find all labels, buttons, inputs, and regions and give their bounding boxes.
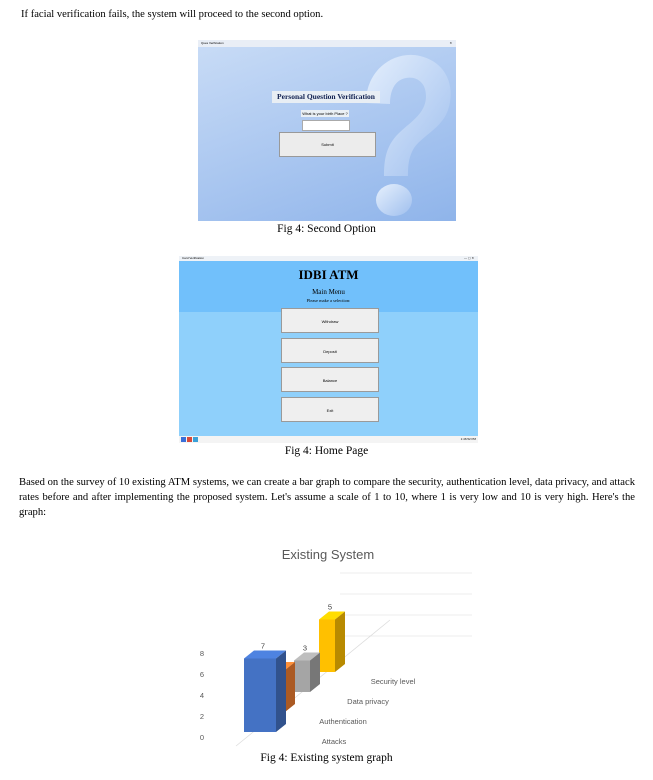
category-label: Attacks	[321, 737, 347, 746]
answer-input[interactable]	[302, 120, 350, 131]
existing-system-chart	[190, 540, 480, 752]
start-icon[interactable]	[181, 437, 186, 442]
window-titlebar	[198, 40, 456, 47]
balance-button[interactable]: Balance	[281, 367, 379, 392]
second-option-screenshot	[198, 40, 456, 221]
category-label: Security level	[370, 677, 416, 686]
atm-title: IDBI ATM	[298, 267, 359, 282]
y-tick-label: 4	[199, 691, 204, 700]
taskbar-clock: 1:46:52 PM	[460, 437, 476, 441]
withdraw-button[interactable]: Withdraw	[281, 308, 379, 333]
bar-data-privacy	[294, 661, 310, 693]
intro-text: If facial verification fails, the system will proceed to the second option.	[21, 9, 324, 20]
main-menu-title: Main Menu	[312, 288, 345, 296]
body-paragraph: Based on the survey of 10 existing ATM systems, we can create a bar graph to compare the security, authentication level, data privacy, and attack rates before and after implementing the proposed system. Let's assume a scale of 1 to 10, where 1 is very low and 10 is very high. Here's the graph:	[19, 477, 635, 518]
bar-value-label: 3	[302, 643, 308, 653]
window-controls-icon[interactable]: — ▢ ✕	[463, 256, 474, 260]
bar-side-face	[335, 612, 345, 673]
bar-security-level	[319, 620, 335, 673]
bar-side-face	[285, 662, 295, 712]
bar-attacks	[244, 659, 276, 733]
verification-heading: Personal Question Verification	[272, 91, 380, 103]
security-question-label: What is your birth Place ?	[302, 111, 348, 116]
y-tick-label: 6	[199, 670, 204, 679]
figure1-caption: Fig 4: Second Option	[277, 223, 376, 235]
atm-home-screenshot	[179, 256, 478, 443]
taskbar	[179, 436, 478, 443]
y-tick-label: 8	[199, 649, 204, 658]
bar-value-label: 7	[260, 641, 266, 651]
app-icon[interactable]	[187, 437, 192, 442]
figure3-caption: Fig 4: Existing system graph	[260, 752, 393, 764]
y-tick-label: 2	[199, 712, 204, 721]
submit-button[interactable]: Submit	[279, 132, 376, 157]
category-label: Data privacy	[347, 697, 389, 706]
exit-button[interactable]: Exit	[281, 397, 379, 422]
figure2-caption: Fig 4: Home Page	[284, 445, 369, 457]
window-controls-icon[interactable]: ✕	[449, 41, 452, 45]
window-title: Card Verification	[182, 256, 205, 260]
bar-value-label: 5	[327, 602, 333, 612]
y-tick-label: 0	[199, 733, 204, 742]
category-label: Authentication	[319, 717, 367, 726]
app-icon[interactable]	[193, 437, 198, 442]
deposit-button[interactable]: Deposit	[281, 338, 379, 363]
window-title: Ques Verification	[201, 41, 224, 45]
main-menu-subtitle: Please make a selection:	[306, 298, 351, 303]
chart-title: Existing System	[281, 547, 375, 562]
bar-side-face	[276, 651, 286, 733]
